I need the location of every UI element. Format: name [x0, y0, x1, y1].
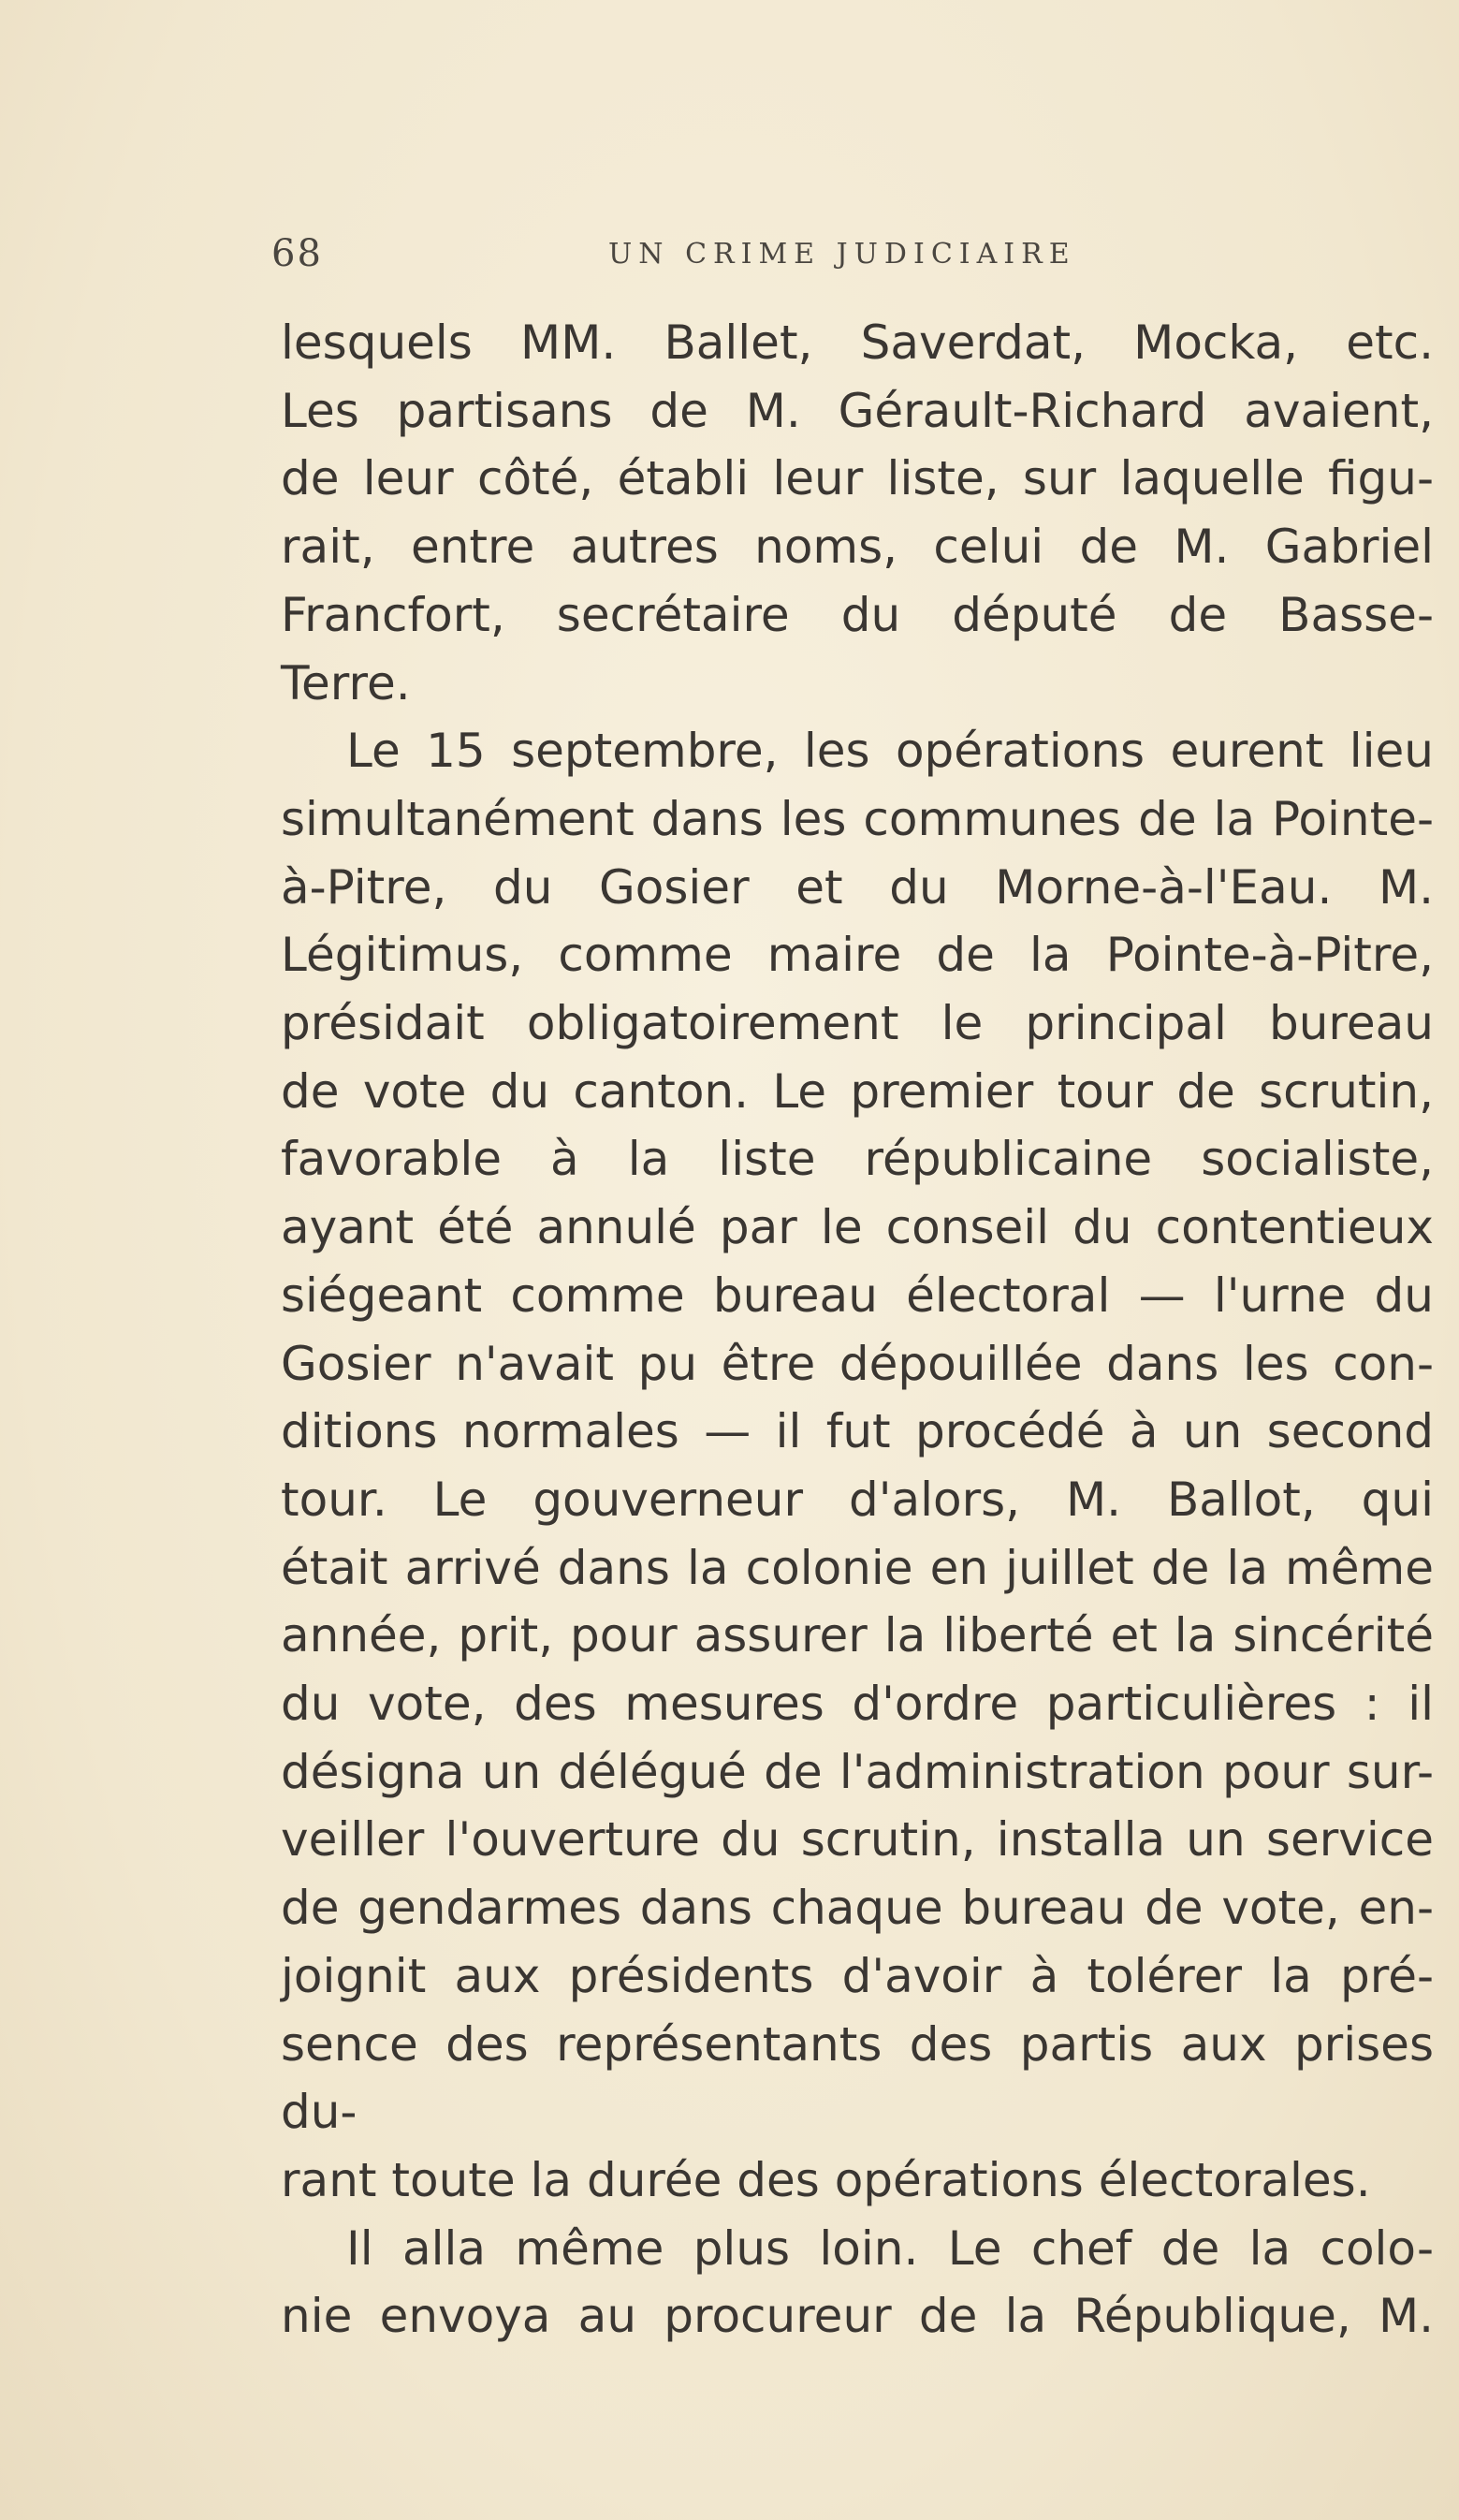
text-line: veiller l'ouverture du scrutin, installa un service [281, 1812, 1434, 1868]
text-line: était arrivé dans la colonie en juillet de la même [281, 1540, 1434, 1595]
text-line: à-Pitre, du Gosier et du Morne-à-l'Eau. M. [281, 859, 1434, 915]
text-line: année, prit, pour assurer la liberté et la sincérité [281, 1608, 1434, 1663]
text-line: Il alla même plus loin. Le chef de la colo- [346, 2220, 1434, 2276]
text-line: Le 15 septembre, les opérations eurent lieu [346, 724, 1434, 779]
text-line: rait, entre autres noms, celui de M. Gabriel [281, 520, 1434, 575]
body-text [281, 309, 1434, 2351]
text-line: favorable à la liste républicaine socialiste, [281, 1132, 1434, 1187]
page-header [0, 232, 1459, 288]
text-line: joignit aux présidents d'avoir à tolérer la pré- [281, 1948, 1434, 2003]
text-line: désigna un délégué de l'administration pour sur- [281, 1744, 1434, 1799]
page-number: 68 [271, 232, 323, 275]
text-line: lesquels MM. Ballet, Saverdat, Mocka, etc. [281, 315, 1434, 370]
text-line: ditions normales — il fut procédé à un second [281, 1404, 1434, 1459]
text-line: tour. Le gouverneur d'alors, M. Ballot, qui [281, 1472, 1434, 1527]
text-line: ayant été annulé par le conseil du contentieux [281, 1200, 1434, 1255]
text-line: Terre. [281, 655, 411, 711]
text-line: sence des représentants des partis aux prises du- [281, 2016, 1434, 2140]
text-line: siégeant comme bureau électoral — l'urne du [281, 1267, 1434, 1323]
text-line: de leur côté, établi leur liste, sur laquelle figu- [281, 451, 1434, 506]
text-line: de vote du canton. Le premier tour de scrutin, [281, 1063, 1434, 1119]
text-line: Gosier n'avait pu être dépouillée dans les con- [281, 1336, 1434, 1391]
text-line: Les partisans de M. Gérault-Richard avaient, [281, 383, 1434, 438]
text-line: Légitimus, comme maire de la Pointe-à-Pitre, [281, 928, 1434, 983]
running-title: UN CRIME JUDICIAIRE [608, 238, 1076, 271]
text-line: Francfort, secrétaire du député de Basse- [281, 587, 1434, 642]
text-line: de gendarmes dans chaque bureau de vote, en- [281, 1881, 1434, 1936]
text-line: présidait obligatoirement le principal bureau [281, 996, 1434, 1051]
text-line: rant toute la durée des opérations électorales. [281, 2152, 1371, 2207]
text-line: du vote, des mesures d'ordre particulières : il [281, 1677, 1434, 1732]
text-line: simultanément dans les communes de la Pointe- [281, 791, 1434, 846]
text-line: nie envoya au procureur de la République, M. [281, 2289, 1434, 2344]
